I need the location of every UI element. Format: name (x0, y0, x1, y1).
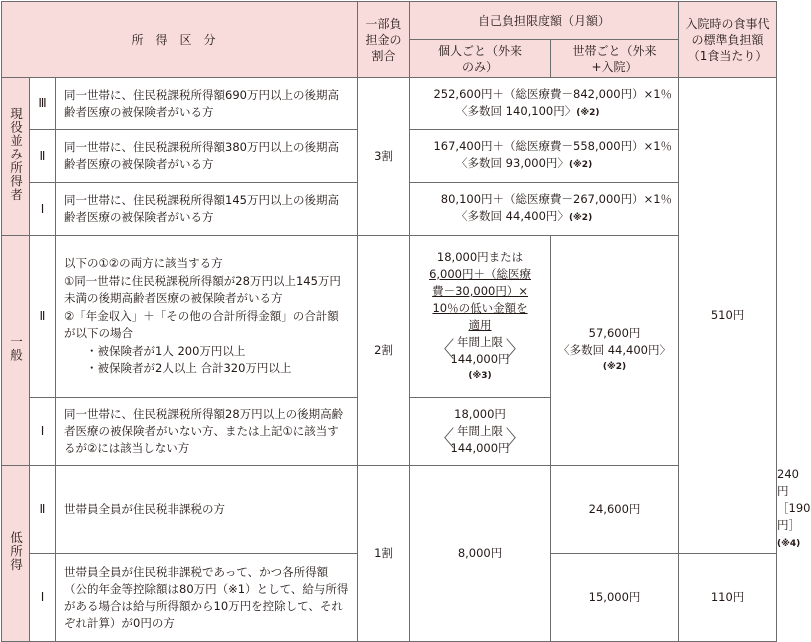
group-genyaku: 現役並み所得者 (2, 78, 30, 236)
desc-genyaku-2: 同一世帯に、住民税課税所得額380万円以上の後期高齢者医療の被保険者がいる方 (56, 130, 358, 183)
individual-tei: 8,000円 (410, 466, 551, 642)
limit-genyaku-3: 252,600円＋（総医療費－842,000円）×1％ 〈多数回 140,100円〉(※2) (410, 78, 679, 130)
desc-genyaku-3: 同一世帯に、住民税課税所得額690万円以上の後期高齢者医療の被保険者がいる方 (56, 78, 358, 130)
level-tei-2: Ⅱ (30, 466, 56, 554)
level-genyaku-3: Ⅲ (30, 78, 56, 130)
header-individual: 個人ごと（外来のみ） (410, 40, 551, 78)
header-household: 世帯ごと（外来+入院） (551, 40, 679, 78)
individual-ippan-2: 18,000円または 6,000円＋（総医療費－30,000円）× 10％の低い金額を 適用 〈 年間上限 144,000円 〉 (※3) (410, 236, 551, 398)
ratio-ippan: 2割 (358, 236, 410, 466)
desc-tei-1: 世帯員全員が住民税非課税であって、かつ各所得額（公的年金等控除額は80万円（※1）として、給与所得がある場合は給与所得額から10万円を控除して、それぞれ計算）が0円の方 (56, 554, 358, 642)
level-ippan-2: Ⅱ (30, 236, 56, 398)
header-meal: 入院時の食事代の標準負担額（1食当たり） (679, 2, 777, 78)
header-ratio: 一部負担金の割合 (358, 2, 410, 78)
meal-tei-1: 110円 (679, 554, 777, 642)
desc-tei-2: 世帯員全員が住民税非課税の方 (56, 466, 358, 554)
household-tei-1: 15,000円 (551, 554, 679, 642)
group-tei: 低所得 (2, 466, 30, 642)
ratio-tei: 1割 (358, 466, 410, 642)
household-ippan: 57,600円 〈多数回 44,400円〉 (※2) (551, 236, 679, 466)
header-limit-title: 自己負担限度額（月額） (410, 2, 679, 40)
level-tei-1: Ⅰ (30, 554, 56, 642)
household-tei-2: 24,600円 (551, 466, 679, 554)
desc-ippan-1: 同一世帯に、住民税課税所得額28万円以上の後期高齢者医療の被保険者がいない方、または上記①に該当するが②には該当しない方 (56, 398, 358, 466)
ratio-genyaku: 3割 (358, 78, 410, 236)
individual-ippan-1: 18,000円 〈 年間上限 144,000円 〉 (410, 398, 551, 466)
group-ippan: 一般 (2, 236, 30, 466)
desc-genyaku-1: 同一世帯に、住民税課税所得額145万円以上の後期高齢者医療の被保険者がいる方 (56, 183, 358, 236)
level-genyaku-2: Ⅱ (30, 130, 56, 183)
limit-genyaku-1: 80,100円＋（総医療費－267,000円）×1％ 〈多数回 44,400円〉(※2) (410, 183, 679, 236)
burden-limit-table: 所得区分 一部負担金の割合 自己負担限度額（月額） 入院時の食事代の標準負担額（1食当たり） 個人ごと（外来のみ） 世帯ごと（外来+入院） 現役並み所得者 Ⅲ 同一世帯に、住民税課税所得額690万円以上の後期高齢者医療の被保険者がいる方 3割 252,600円＋（総医療費－842,000円）×1％ 〈多数回 140,100円〉(※2) 510円 Ⅱ 同一世帯に、住民税課税所得額380万円以上の後期高齢者医療の被保険者がいる方 167,400円＋（総医療費－558,000円）×1％ 〈多数回 93,000円〉(※2) Ⅰ 同一世帯に、住民税課税所得額145万円以上の後期高齢者医療の被保険者がいる方 80,100円＋（総医療費－267,000円）×1％ 〈多数回 44,400円〉(※2) 一般 Ⅱ 以下の①②の両方に該当する方 ①同一世帯に住民税課税所得額が28万円以上145万円未満の後期高齢者医療の被保険者がいる方 ②「年金収入」＋「その他の合計所得金額」の合計額が以下の場合 ・被保険者が1人 200万円以上 ・被保険者が2人以上 合計320万円以上 2割 18,000円または 6,000円＋（総医療費－30,000円）× 10％の低い金額を 適用 〈 年間上限 144,000円 〉 (※3) 57,600円 〈多数回 44,400円〉 (※2) Ⅰ 同一世帯に、住民税課税所得額28万円以上の後期高齢者医療の被保険者がいない方、または上記①に該当するが②には該当しない方 18,000円 〈 年間上限 144,000円 〉 低所得 Ⅱ 世帯員全員が住民税非課税の方 1割 8,000円 24,600円 240円 ［190円］(※4) Ⅰ 世帯員全員が住民税非課税であって、かつ各所得額（公的年金等控除額は80万円（※1）として、給与所得がある場合は給与所得額から10万円を控除して、それぞれ計算）が0円の方 15,000円 110円 (1, 1, 777, 642)
limit-genyaku-2: 167,400円＋（総医療費－558,000円）×1％ 〈多数回 93,000円〉(※2) (410, 130, 679, 183)
header-category: 所得区分 (2, 2, 358, 78)
meal-genyaku-ippan: 510円 (679, 78, 777, 554)
desc-ippan-2: 以下の①②の両方に該当する方 ①同一世帯に住民税課税所得額が28万円以上145万円未満の後期高齢者医療の被保険者がいる方 ②「年金収入」＋「その他の合計所得金額」の合計額が以下の場合 ・被保険者が1人 200万円以上 ・被保険者が2人以上 合計320万円以上 (56, 236, 358, 398)
level-genyaku-1: Ⅰ (30, 183, 56, 236)
level-ippan-1: Ⅰ (30, 398, 56, 466)
